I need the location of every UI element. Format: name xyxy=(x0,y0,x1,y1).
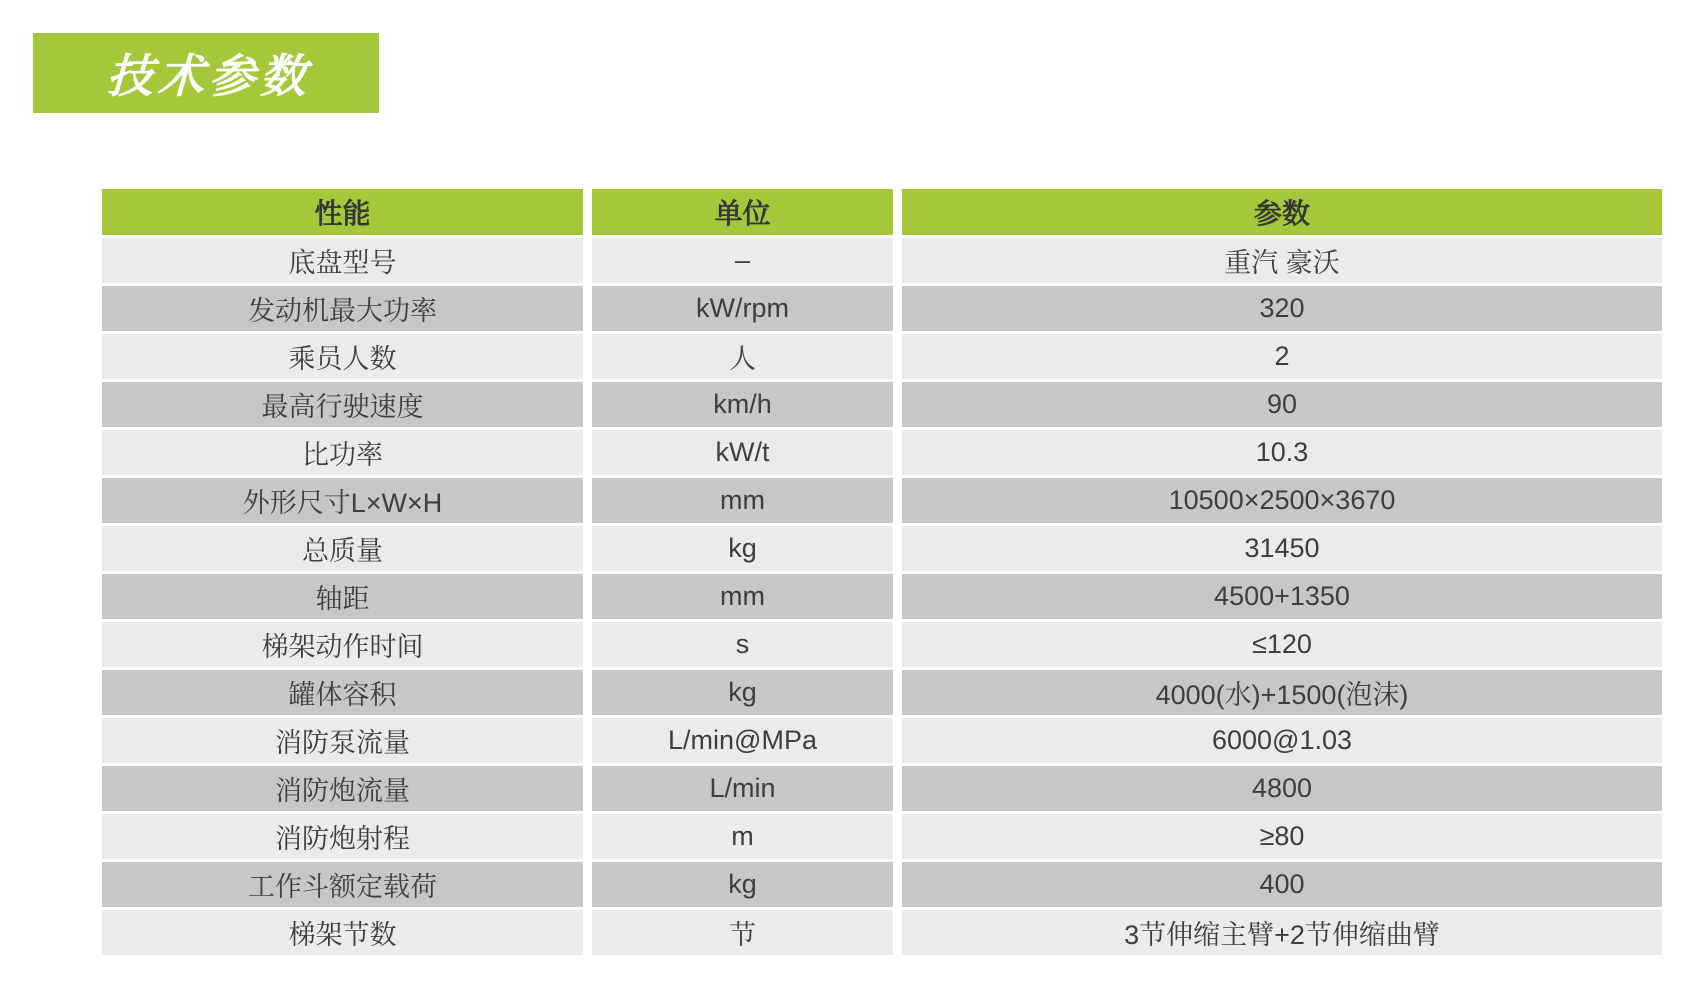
performance-cell: 工作斗额定载荷 xyxy=(102,862,583,907)
unit-cell: m xyxy=(592,814,893,859)
parameter-cell: 320 xyxy=(902,286,1662,331)
unit-cell: – xyxy=(592,238,893,283)
performance-cell: 发动机最大功率 xyxy=(102,286,583,331)
unit-cell: mm xyxy=(592,478,893,523)
parameter-cell: 4800 xyxy=(902,766,1662,811)
performance-cell: 轴距 xyxy=(102,574,583,619)
performance-cell: 消防炮流量 xyxy=(102,766,583,811)
parameter-cell: 重汽 豪沃 xyxy=(902,238,1662,283)
unit-cell: kW/rpm xyxy=(592,286,893,331)
performance-cell: 罐体容积 xyxy=(102,670,583,715)
unit-cell: kg xyxy=(592,670,893,715)
performance-cell: 梯架动作时间 xyxy=(102,622,583,667)
performance-cell: 消防炮射程 xyxy=(102,814,583,859)
unit-cell: kW/t xyxy=(592,430,893,475)
unit-cell: kg xyxy=(592,526,893,571)
column-header-unit: 单位 xyxy=(592,189,893,235)
unit-cell: km/h xyxy=(592,382,893,427)
unit-cell: 人 xyxy=(592,334,893,379)
parameter-cell: 4000(水)+1500(泡沫) xyxy=(902,670,1662,715)
unit-cell: L/min xyxy=(592,766,893,811)
parameter-cell: 6000@1.03 xyxy=(902,718,1662,763)
performance-cell: 外形尺寸L×W×H xyxy=(102,478,583,523)
column-header-parameter: 参数 xyxy=(902,189,1662,235)
unit-cell: mm xyxy=(592,574,893,619)
unit-cell: s xyxy=(592,622,893,667)
performance-cell: 比功率 xyxy=(102,430,583,475)
parameter-cell: 90 xyxy=(902,382,1662,427)
unit-cell: kg xyxy=(592,862,893,907)
parameter-cell: 31450 xyxy=(902,526,1662,571)
parameter-cell: 3节伸缩主臂+2节伸缩曲臂 xyxy=(902,910,1662,955)
spec-table xyxy=(102,189,1662,955)
performance-cell: 乘员人数 xyxy=(102,334,583,379)
unit-cell: 节 xyxy=(592,910,893,955)
performance-cell: 最高行驶速度 xyxy=(102,382,583,427)
parameter-cell: 400 xyxy=(902,862,1662,907)
section-title-banner xyxy=(33,33,379,113)
parameter-cell: 10.3 xyxy=(902,430,1662,475)
parameter-cell: 10500×2500×3670 xyxy=(902,478,1662,523)
performance-cell: 消防泵流量 xyxy=(102,718,583,763)
section-title: 技术参数 xyxy=(105,50,312,102)
unit-cell: L/min@MPa xyxy=(592,718,893,763)
parameter-cell: 4500+1350 xyxy=(902,574,1662,619)
performance-cell: 梯架节数 xyxy=(102,910,583,955)
parameter-cell: ≥80 xyxy=(902,814,1662,859)
column-header-performance: 性能 xyxy=(102,189,583,235)
performance-cell: 底盘型号 xyxy=(102,238,583,283)
parameter-cell: ≤120 xyxy=(902,622,1662,667)
performance-cell: 总质量 xyxy=(102,526,583,571)
parameter-cell: 2 xyxy=(902,334,1662,379)
